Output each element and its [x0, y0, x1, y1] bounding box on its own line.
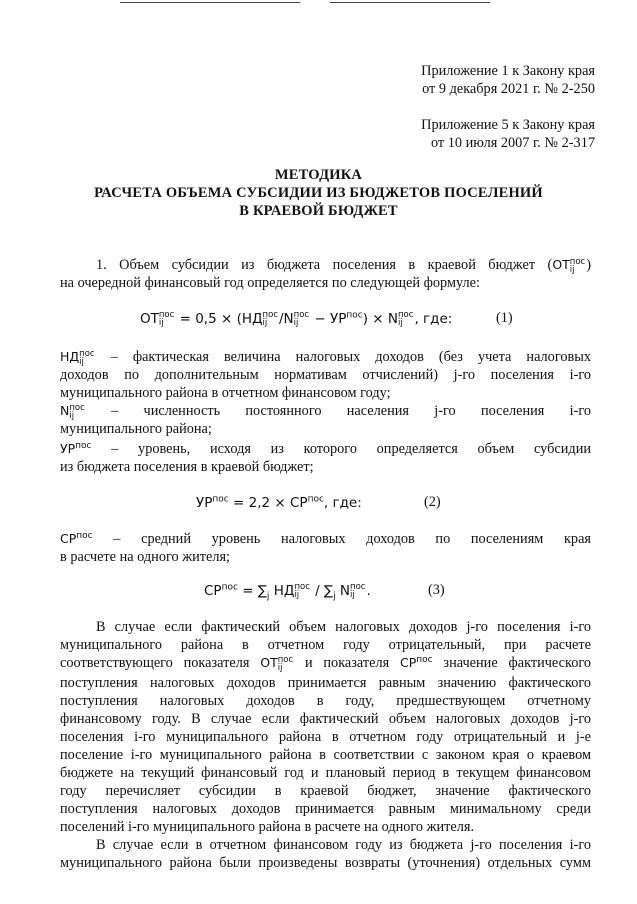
def-ur-line-2: из бюджета поселения в краевой бюджет; [60, 459, 314, 475]
title-line-1: МЕТОДИКА [274, 167, 363, 183]
appendix-5-line-2: от 10 июля 2007 г. № 2-317 [430, 135, 595, 151]
paragraph-2-line-5: поступления налоговых доходов в году, предшествующем отчетному [60, 693, 591, 709]
ur-symbol: $УР^{пос}$ [60, 440, 92, 456]
paragraph-2-line-1: В случае если фактический объем налоговых доходов j-го поселения i-го [96, 619, 591, 635]
def-sr-line-2: в расчете на одного жителя; [60, 549, 230, 565]
title-line-2: РАСЧЕТА ОБЪЕМА СУБСИДИИ ИЗ БЮДЖЕТОВ ПОСЕЛЕНИЙ [94, 185, 543, 201]
sr-symbol: $СР^{пос}$ [60, 530, 93, 546]
nd-symbol: НД пос ij [60, 348, 95, 367]
paragraph-1-line-1: 1. Объем субсидии из бюджета поселения в краевой бюджет (ОТ пос ij ) [96, 256, 591, 275]
def-n-line-2: муниципального района; [60, 421, 212, 437]
paragraph-3-line-1: В случае если в отчетном финансовом году из бюджета j-го поселения i-го [96, 837, 591, 853]
paragraph-2-line-8: поселение i-го муниципального района в соответствии с законом края о краевом [60, 747, 591, 763]
paragraph-3-line-2: муниципального района были произведены возвраты (уточнения) отдельных сумм [60, 855, 591, 871]
paragraph-2-line-12: поселений i-го муниципального района в расчете на одного жителя. [60, 819, 475, 835]
appendix-1-line-2: от 9 декабря 2021 г. № 2-250 [422, 81, 595, 97]
paragraph-1-line-2: на очередной финансовый год определяется по следующей формуле: [60, 275, 480, 291]
def-n-line-1: N пос ij – численность постоянного населения j-го поселения i-го [60, 402, 591, 421]
formula-2-number: (2) [424, 494, 441, 510]
appendix-5-line-1: Приложение 5 к Закону края [421, 117, 595, 133]
def-nd-line-2: доходов по дополнительным нормативам отчислений) j-го поселения i-го [60, 367, 591, 383]
paragraph-2-line-9: бюджете на текущий финансовый год и плановый период в текущем финансовом [60, 765, 591, 781]
paragraph-2-line-7: поселения i-го муниципального района в отчетном году отрицательный и j-е [60, 729, 591, 745]
formula-1-number: (1) [496, 310, 513, 326]
paragraph-2-line-6: финансовому году. В случае если фактический объем налоговых доходов j-го [60, 711, 591, 727]
paragraph-2-line-2: муниципального района в отчетном году отрицательный, при расчете [60, 637, 591, 653]
paragraph-2-line-10: году перечисляет субсидии в краевой бюджет, значение фактического [60, 783, 591, 799]
formula-1: ОТ пос ij = 0,5 × (НД пос ij /N пос ij − $УР^{пос}) \times N$ пос ij , где: [140, 310, 453, 328]
paragraph-2-line-3: соответствующего показателя ОТ пос ij и показателя $СР^{пос}$ значение фактического [60, 654, 591, 673]
scan-edge-line [120, 2, 300, 3]
def-nd-line-1: НД пос ij – фактическая величина налоговых доходов (без учета налоговых [60, 348, 591, 367]
paragraph-2-line-4: поступления налоговых доходов принимается равным значению фактического [60, 675, 591, 691]
n-symbol: N пос ij [60, 402, 85, 421]
paragraph-2-line-11: поступления налоговых доходов принимается равным минимальному среди [60, 801, 591, 817]
scan-edge-line [330, 2, 490, 3]
formula-3-number: (3) [428, 582, 445, 598]
title-line-3: В КРАЕВОЙ БЮДЖЕТ [239, 203, 398, 219]
def-ur-line-1: $УР^{пос}$ – уровень, исходя из которого определяется объем субсидии [60, 440, 591, 457]
formula-3: $СР^{пос} = \sum_j$ НД пос ij / $\sum_j$ N пос ij . [204, 582, 371, 602]
def-nd-line-3: муниципального района в отчетном финансовом году; [60, 385, 391, 401]
def-sr-line-1: $СР^{пос}$ – средний уровень налоговых доходов по поселениям края [60, 530, 591, 547]
ot-symbol: ОТ пос ij [552, 256, 586, 275]
formula-2: $УР^{пос} = 2,2 \times СР^{пос}$, где: [196, 494, 362, 511]
appendix-1-line-1: Приложение 1 к Закону края [421, 63, 595, 79]
